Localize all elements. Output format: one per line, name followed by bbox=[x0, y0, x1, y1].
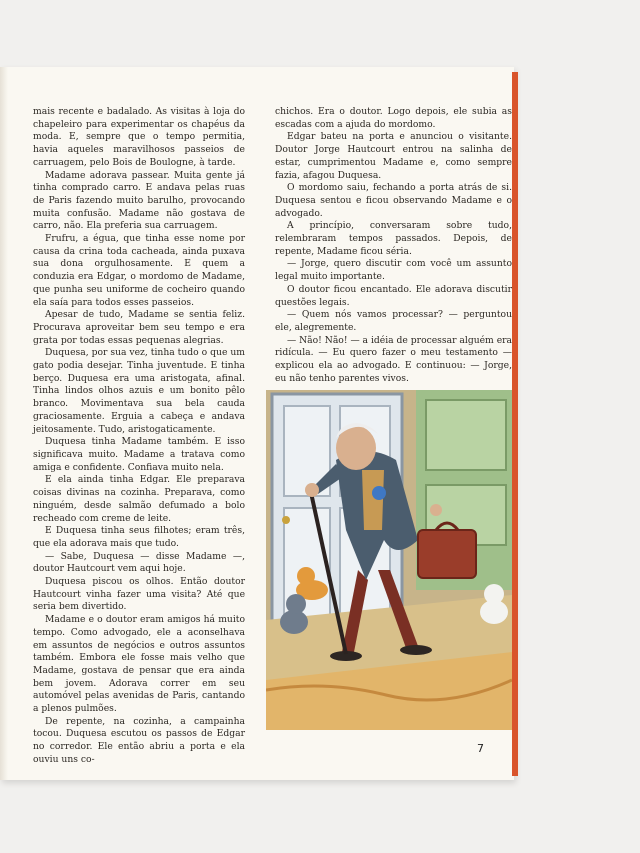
paragraph: Madame e o doutor eram amigos há muito tempo. Como advogado, ele a aconselhava em assuntos de negócios e outros assuntos também. Embora ele fosse mais velho que Madame, gostava de pensar que era ainda bem jovem. Adorava correr em seu automóvel pelas avenidas de Paris, cantando a plenos pulmões. bbox=[33, 614, 245, 715]
book-cover-edge bbox=[512, 72, 518, 776]
paragraph: chichos. Era o doutor. Logo depois, ele subia as escadas com a ajuda do mordomo. bbox=[275, 106, 512, 130]
page-number: 7 bbox=[477, 742, 484, 755]
text-column-right bbox=[275, 106, 512, 385]
paragraph: Edgar bateu na porta e anunciou o visitante. Doutor Jorge Hautcourt entrou na salinha de estar, cumprimentou Madame e, como sempre fazia, afagou Duquesa. bbox=[275, 131, 512, 181]
paragraph: Madame adorava passear. Muita gente já tinha comprado carro. E andava pelas ruas de Paris fazendo muito barulho, provocando muita confusão. Madame não gostava de carro, não. Ela preferia sua carruagem. bbox=[33, 169, 245, 232]
paragraph: Duquesa piscou os olhos. Então doutor Hautcourt vinha fazer uma visita? Até que seria bem divertido. bbox=[33, 576, 245, 613]
paragraph: A princípio, conversaram sobre tudo, relembraram tempos passados. Depois, de repente, Madame ficou séria. bbox=[275, 220, 512, 257]
page-gutter bbox=[0, 67, 8, 780]
paragraph: — Sabe, Duquesa — disse Madame —, doutor Hautcourt vem aqui hoje. bbox=[33, 550, 245, 575]
paragraph: O mordomo saiu, fechando a porta atrás de si. Duquesa sentou e ficou observando Madame e o advogado. bbox=[275, 182, 512, 219]
paragraph: E Duquesa tinha seus filhotes; eram três, que ela adorava mais que tudo. bbox=[33, 525, 245, 549]
lawyer-with-cats-illustration bbox=[266, 390, 512, 730]
paragraph: De repente, na cozinha, a campainha tocou. Duquesa escutou os passos de Edgar no corredor. Ele então abriu a porta e ela ouviu uns co- bbox=[33, 715, 245, 765]
paragraph: Duquesa, por sua vez, tinha tudo o que um gato podia desejar. Tinha juventude. E tinha berço. Duquesa era uma aristogata, afinal. Tinha lindos olhos azuis e um bonito pêlo branco. Movimentava sua bela cauda graciosamente. Erguia a cabeça e andava jeitosamente. Tudo, aristogaticamente. bbox=[33, 347, 245, 435]
paragraph: Frufru, a égua, que tinha esse nome por causa da crina toda cacheada, ainda puxava sua dona orgulhosamente. E quem a conduzia era Edgar, o mordomo de Madame, que punha seu uniforme de cocheiro quando ela saía para todos esses passeios. bbox=[33, 233, 245, 308]
paragraph: Duquesa tinha Madame também. E isso significava muito. Madame a tratava como amiga e confidente. Confiava muito nela. bbox=[33, 436, 245, 473]
text-column-left bbox=[33, 106, 245, 767]
story-illustration bbox=[266, 390, 512, 730]
paragraph: — Quem nós vamos processar? — perguntou ele, alegremente. bbox=[275, 309, 512, 333]
paragraph: mais recente e badalado. As visitas à loja do chapeleiro para experimentar os chapéus da moda. E, sempre que o tempo permitia, havia aqueles maravilhosos passeios de carruagem, pelo Bois de Boulogne, à tarde. bbox=[33, 106, 245, 168]
paragraph: Apesar de tudo, Madame se sentia feliz. Procurava aproveitar bem seu tempo e era grata por todas essas pequenas alegrias. bbox=[33, 309, 245, 346]
paragraph: — Jorge, quero discutir com você um assunto legal muito importante. bbox=[275, 258, 512, 283]
paragraph: — Não! Não! — a idéia de processar alguém era ridícula. — Eu quero fazer o meu testamento — explicou ela ao advogado. E continuou: — Jorge, eu não tenho parentes vivos. bbox=[275, 334, 512, 384]
paragraph: O doutor ficou encantado. Ele adorava discutir questões legais. bbox=[275, 283, 512, 308]
paragraph: E ela ainda tinha Edgar. Ele preparava coisas divinas na cozinha. Preparava, como ninguém, desde salmão defumado a bolo recheado com creme de leite. bbox=[33, 474, 245, 524]
